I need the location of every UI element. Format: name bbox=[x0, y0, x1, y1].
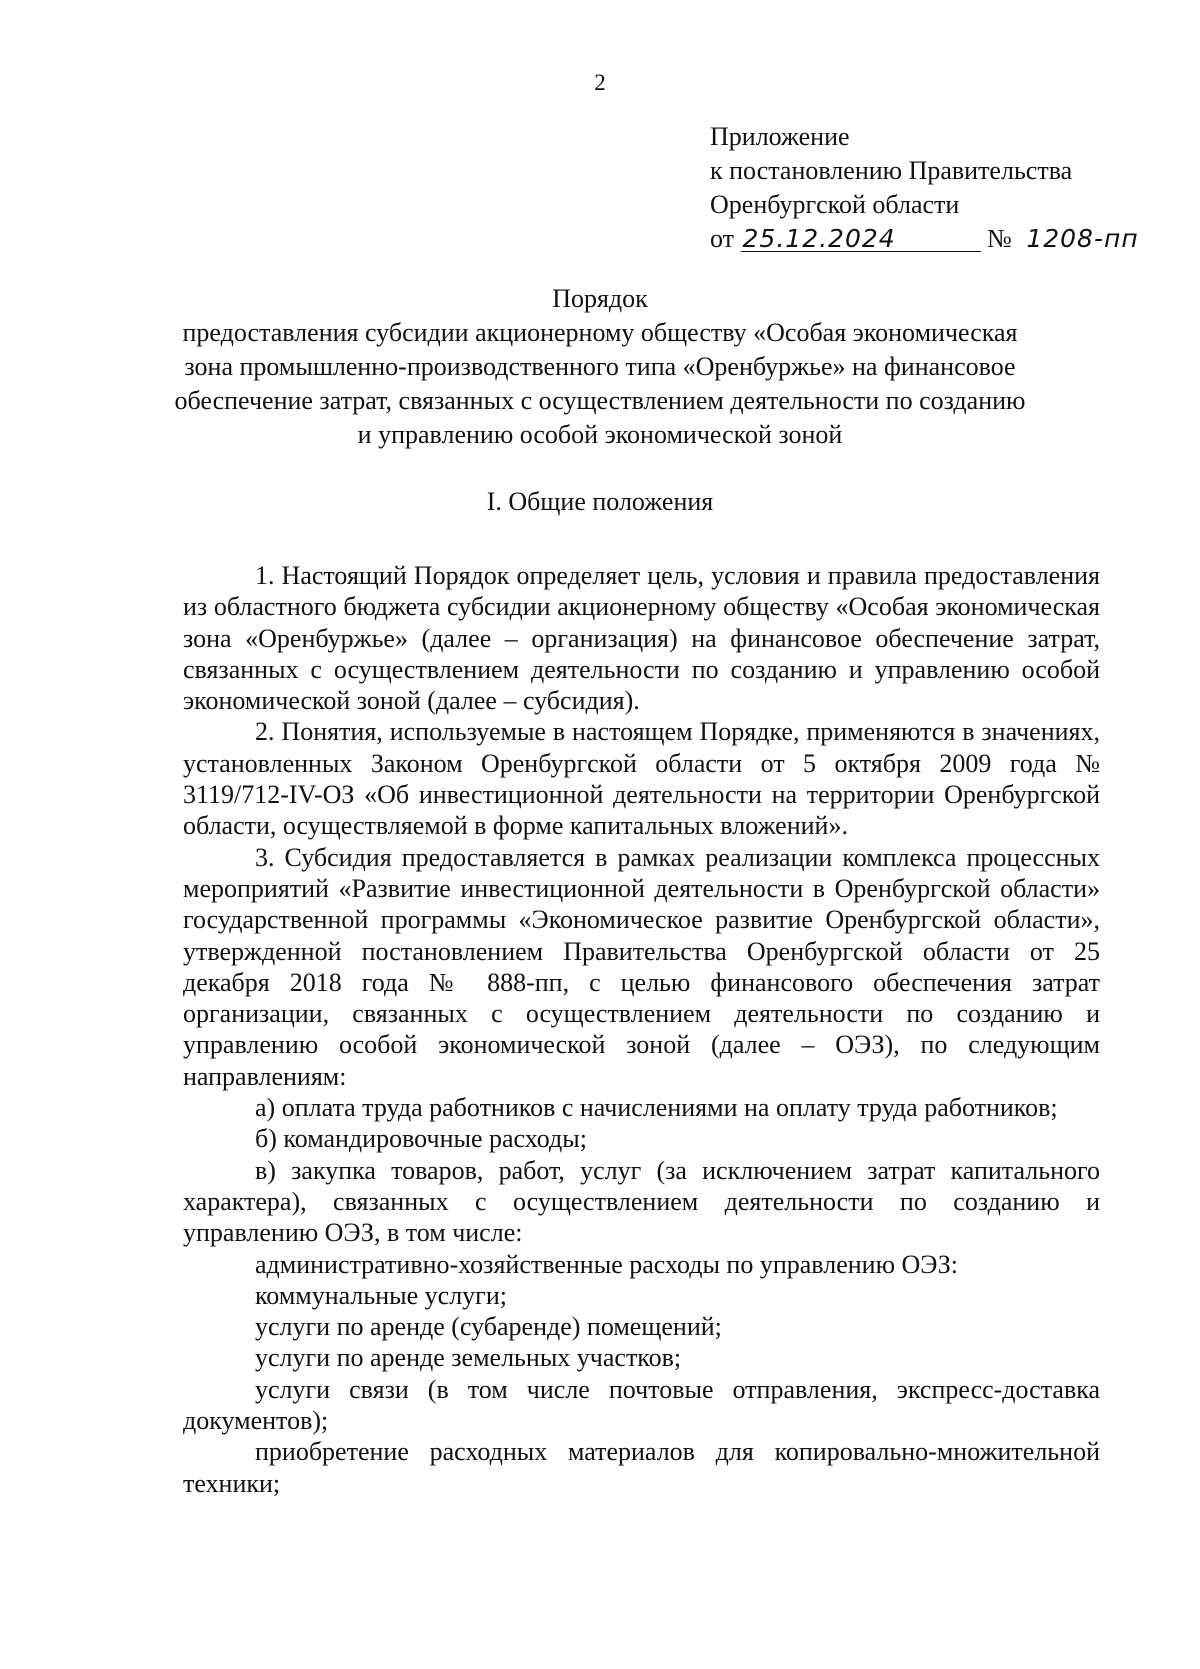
appendix-line-1: Приложение bbox=[710, 122, 850, 151]
title-line-3: обеспечение затрат, связанных с осуществлением деятельности по созданию bbox=[174, 386, 1026, 415]
paragraph-1: 1. Настоящий Порядок определяет цель, условия и правила предоставления из областного бюджета субсидии акционерному обществу «Особая экономическая зона «Оренбуржье» (далее – организация) на финансовое обеспечение затрат, связанных с осуществлением деятельности по созданию и управлению особой экономической зоной (далее – субсидия). bbox=[183, 561, 1100, 716]
appendix-date-line bbox=[710, 222, 1139, 256]
sub-item-communication: услуги связи (в том числе почтовые отправления, экспресс-доставка документов); bbox=[183, 1374, 1100, 1436]
page-number: 2 bbox=[594, 70, 606, 95]
title-heading: Порядок bbox=[552, 284, 648, 313]
date-prefix: от bbox=[710, 224, 735, 253]
sub-item-consumables: приобретение расходных материалов для копировально-множительной техники; bbox=[183, 1437, 1100, 1498]
title-line-4: и управлению особой экономической зоной bbox=[357, 420, 843, 449]
appendix-block bbox=[710, 120, 1139, 256]
section-title: I. Общие положения bbox=[486, 487, 714, 516]
handwritten-number: 1208-пп bbox=[1026, 224, 1139, 253]
appendix-line-2: к постановлению Правительства bbox=[710, 156, 1073, 185]
title-line-1: предоставления субсидии акционерному обществу «Особая экономическая bbox=[182, 318, 1018, 347]
sub-item-premises-rent: услуги по аренде (субаренде) помещений; bbox=[255, 1312, 722, 1342]
appendix-line-3: Оренбургской области bbox=[710, 190, 960, 219]
title-line-2: зона промышленно-производственного типа «Оренбуржье» на финансовое bbox=[184, 352, 1016, 381]
list-item-b: б) командировочные расходы; bbox=[255, 1124, 587, 1154]
handwritten-date: 25.12.2024 bbox=[742, 224, 896, 253]
sub-item-admin-expenses: административно-хозяйственные расходы по управлению ОЭЗ: bbox=[255, 1249, 959, 1279]
document-body bbox=[183, 560, 1100, 1499]
date-field bbox=[741, 224, 981, 253]
document-title bbox=[160, 282, 1040, 452]
paragraph-3: 3. Субсидия предоставляется в рамках реализации комплекса процессных мероприятий «Развитие инвестиционной деятельности в Оренбургской области» государственной программы «Экономическое развитие Оренбургской области», утвержденной постановлением Правительства Оренбургской области от 25 декабря 2018 года № 888-пп, с целью финансового обеспечения затрат организации, связанных с осуществлением деятельности по созданию и управлению особой экономической зоной (далее – ОЭЗ), по следующим направлениям: bbox=[183, 842, 1100, 1091]
paragraph-2: 2. Понятия, используемые в настоящем Порядке, применяются в значениях, установленных Законом Оренбургской области от 5 октября 2009 года № 3119/712-IV-ОЗ «Об инвестиционной деятельности на территории Оренбургской области, осуществляемой в форме капитальных вложений». bbox=[183, 717, 1100, 841]
list-item-v: в) закупка товаров, работ, услуг (за исключением затрат капитального характера), связанных с осуществлением деятельности по созданию и управлению ОЭЗ, в том числе: bbox=[183, 1155, 1100, 1248]
sub-item-utilities: коммунальные услуги; bbox=[255, 1280, 507, 1310]
sub-item-land-rent: услуги по аренде земельных участков; bbox=[255, 1343, 682, 1373]
list-item-a: а) оплата труда работников с начислениями на оплату труда работников; bbox=[255, 1093, 1058, 1123]
number-prefix: № bbox=[987, 224, 1012, 253]
